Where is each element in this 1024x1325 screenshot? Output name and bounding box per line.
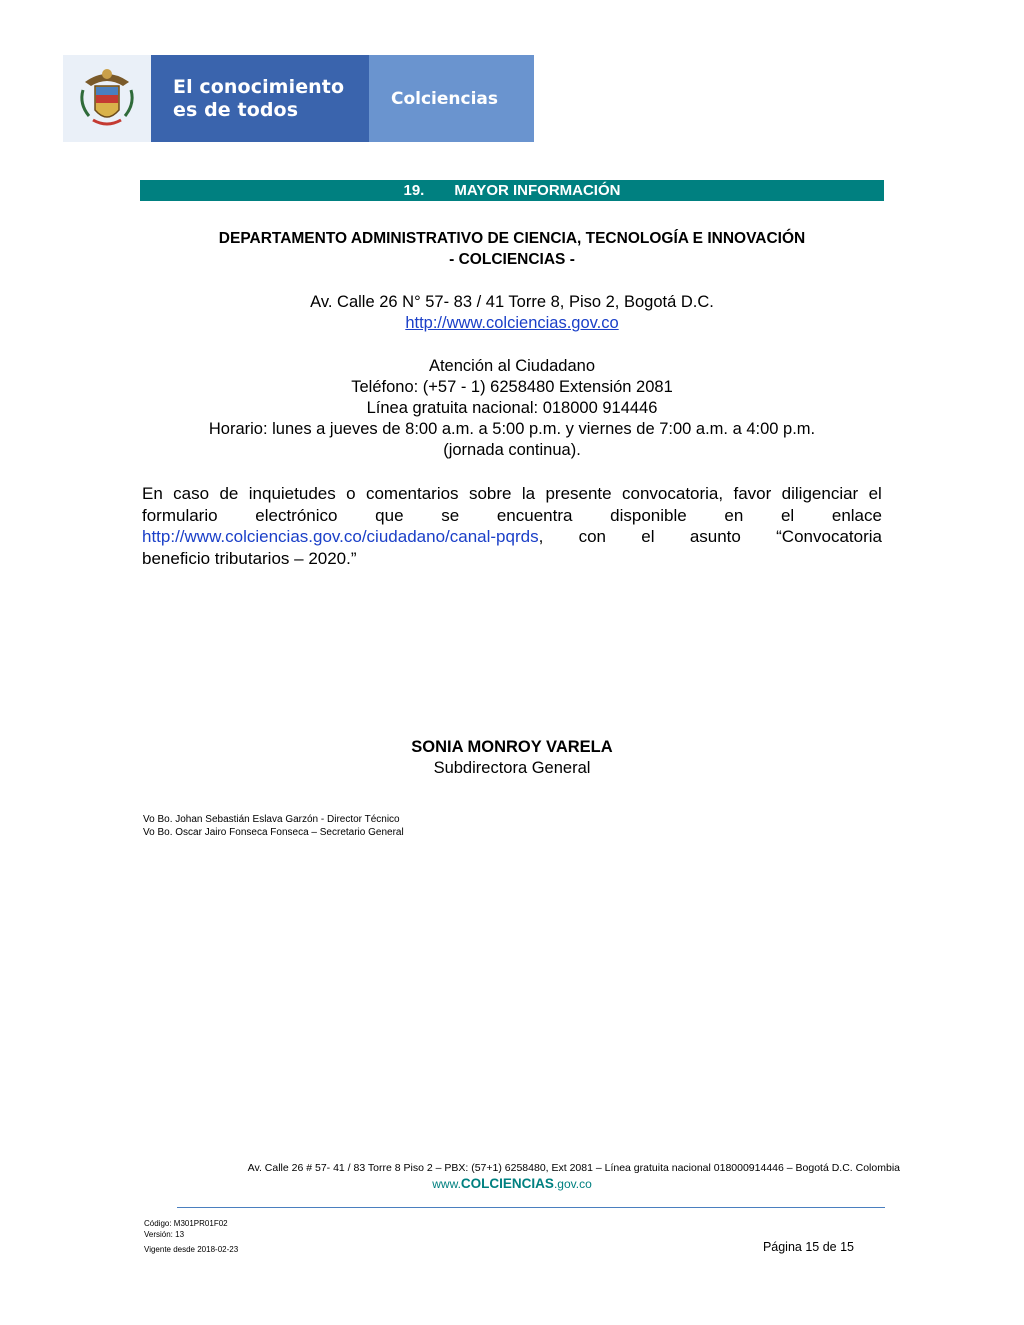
footer-web-suffix: .gov.co (553, 1177, 592, 1191)
header-logo (63, 55, 534, 142)
inquiry-word: o (346, 484, 356, 503)
inquiry-word: convocatoria, (622, 484, 724, 503)
inquiry-word: que (375, 505, 404, 525)
inquiry-word: enlace (831, 505, 882, 525)
inquiry-word: “Convocatoria (776, 527, 882, 546)
section-title: MAYOR INFORMACIÓN (454, 182, 621, 199)
inquiry-word: la (521, 484, 536, 503)
inquiry-word: electrónico (255, 505, 338, 525)
footer-web-brand: COLCIENCIAS (460, 1176, 554, 1191)
inquiry-paragraph (142, 483, 882, 569)
inquiry-line-1 (142, 483, 882, 505)
inquiry-comma: , (538, 527, 544, 546)
website-link[interactable]: http://www.colciencias.gov.co (405, 314, 619, 332)
logo-slogan (151, 55, 369, 142)
inquiry-word: en (724, 505, 744, 525)
coat-of-arms-icon (63, 55, 151, 142)
inquiry-word: con (578, 527, 607, 546)
approval-line-2: Vo Bo. Oscar Jairo Fonseca Fonseca – Secretario General (143, 827, 404, 838)
document-valid-from: Vigente desde 2018-02-23 (144, 1245, 239, 1254)
logo-slogan-line2: es de todos (173, 98, 299, 121)
inquiry-word: inquietudes (248, 484, 336, 503)
inquiry-line-3 (142, 526, 882, 548)
inquiry-word: formulario (142, 505, 218, 525)
attention-phone: Teléfono: (+57 - 1) 6258480 Extensión 2081 (351, 378, 673, 396)
inquiry-word: favor (733, 484, 772, 503)
footer-divider (177, 1207, 885, 1208)
attention-hours-note: (jornada continua). (443, 441, 581, 459)
address-line: Av. Calle 26 N° 57- 83 / 41 Torre 8, Piso 2, Bogotá D.C. (310, 293, 714, 311)
logo-slogan-line1: El conocimiento (173, 75, 345, 98)
inquiry-line-2 (142, 505, 882, 527)
footer-website[interactable] (140, 1176, 884, 1191)
inquiry-word: caso (173, 484, 210, 503)
signatory-role: Subdirectora General (433, 759, 591, 777)
attention-toll-free: Línea gratuita nacional: 018000 914446 (366, 399, 658, 417)
inquiry-word: de (219, 484, 239, 503)
website-link-row (140, 313, 884, 334)
section-number: 19. (403, 182, 425, 199)
inquiry-word: el (868, 484, 882, 503)
document-version: Versión: 13 (144, 1230, 185, 1239)
approval-line-1: Vo Bo. Johan Sebastián Eslava Garzón - Director Técnico (143, 814, 400, 825)
inquiry-word: se (441, 505, 460, 525)
inquiry-word: sobre (468, 484, 512, 503)
pqrds-link[interactable]: http://www.colciencias.gov.co/ciudadano/canal-pqrds (142, 527, 539, 546)
inquiry-word: presente (545, 484, 612, 503)
footer-web-prefix: www. (432, 1177, 461, 1191)
inquiry-word: En (142, 484, 163, 503)
inquiry-word: disponible (610, 505, 687, 525)
inquiry-word: diligenciar (781, 484, 859, 503)
inquiry-word: encuentra (496, 505, 573, 525)
inquiry-line-4: beneficio tributarios – 2020.” (142, 548, 357, 568)
org-name-line1: DEPARTAMENTO ADMINISTRATIVO DE CIENCIA, TECNOLOGÍA E INNOVACIÓN (218, 230, 806, 247)
footer-address: Av. Calle 26 # 57- 41 / 83 Torre 8 Piso 2 – PBX: (57+1) 6258480, Ext 2081 – Línea gratuita nacional 018000914446 – Bogotá D.C. Colombia (247, 1162, 900, 1174)
inquiry-word: comentarios (365, 484, 459, 503)
inquiry-word: asunto (689, 527, 741, 546)
inquiry-word: el (641, 527, 655, 546)
section-heading (140, 180, 884, 201)
signatory-name: SONIA MONROY VARELA (411, 738, 613, 756)
attention-title: Atención al Ciudadano (428, 357, 596, 375)
page-number: Página 15 de 15 (762, 1240, 854, 1254)
org-name-line2: - COLCIENCIAS - (449, 251, 575, 268)
attention-hours: Horario: lunes a jueves de 8:00 a.m. a 5:00 p.m. y viernes de 7:00 a.m. a 4:00 p.m. (208, 420, 816, 438)
logo-brand: Colciencias (369, 55, 534, 142)
inquiry-word: el (780, 505, 795, 525)
document-code: Código: M301PR01F02 (144, 1219, 228, 1228)
